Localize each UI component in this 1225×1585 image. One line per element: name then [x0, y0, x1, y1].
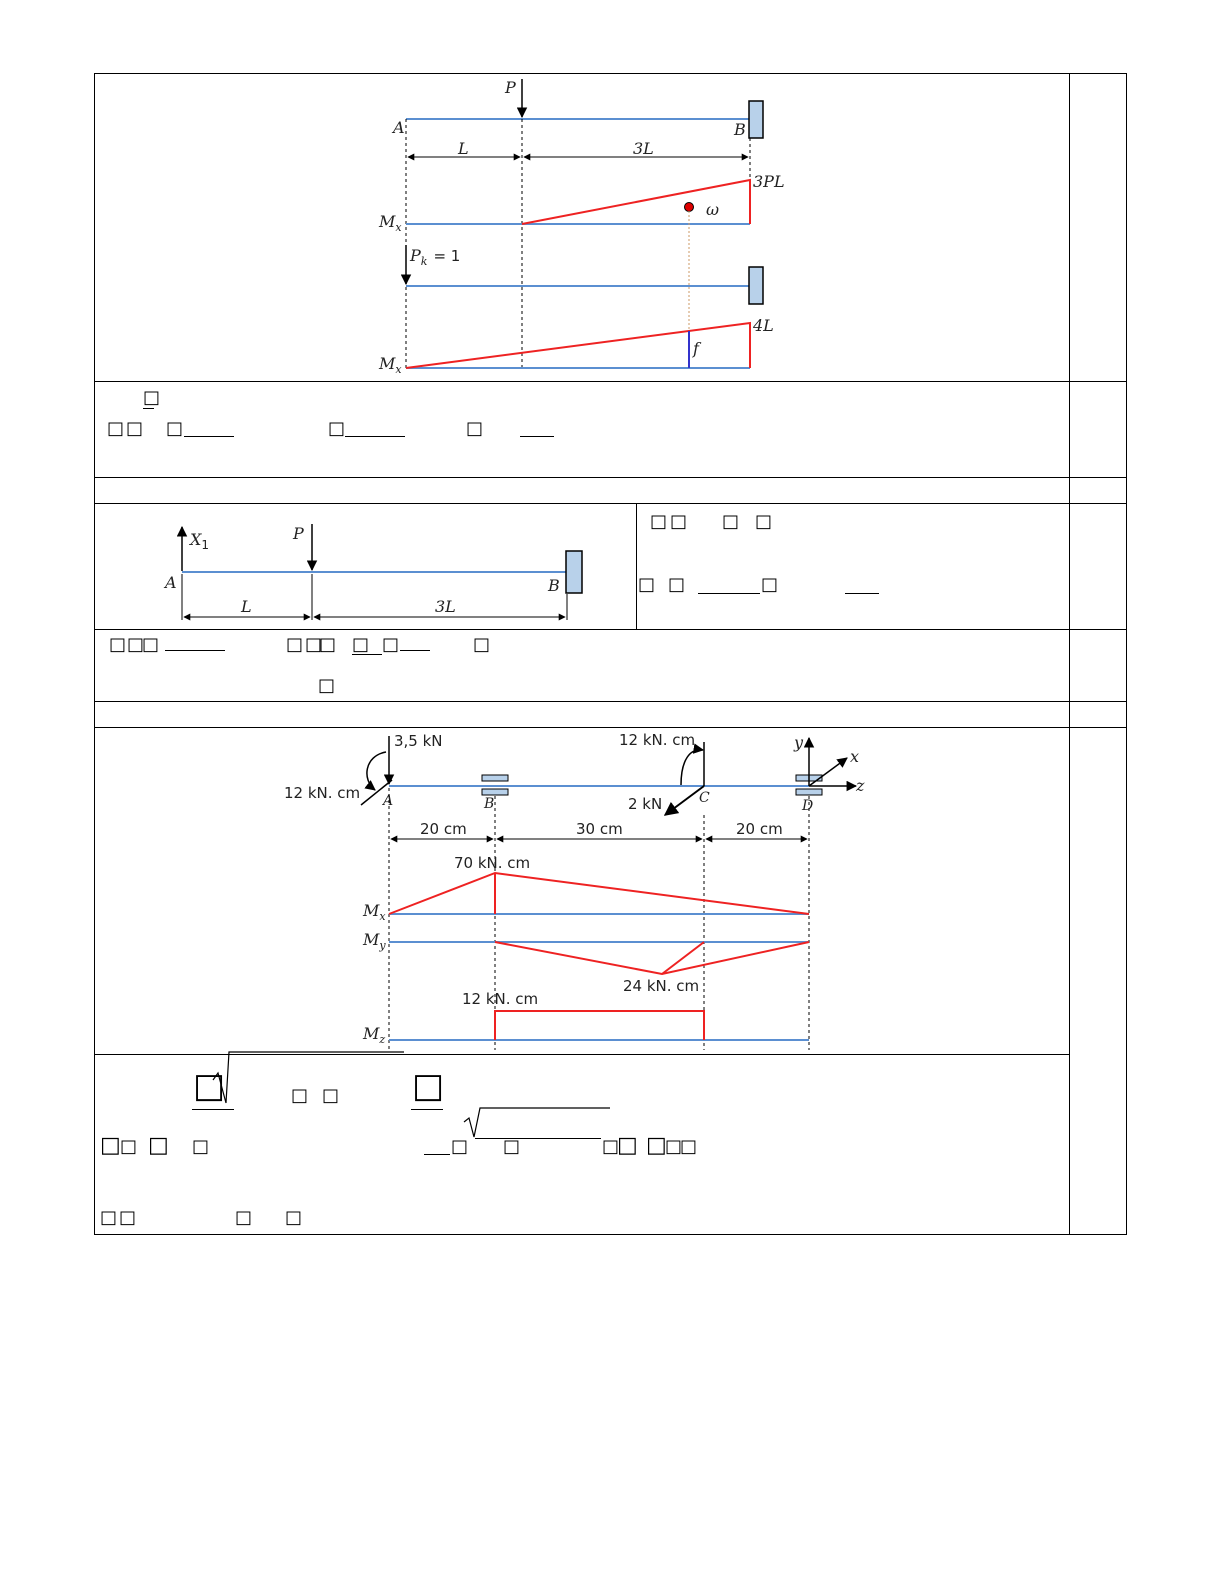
point-c-label-3: C [699, 790, 710, 806]
load-p-label: P [505, 78, 516, 97]
unit-load-label: $P_k = 1$ [410, 246, 461, 268]
glyph: □ [142, 634, 160, 655]
point-b-label-2: B [548, 576, 560, 595]
point-a-label: A [393, 118, 405, 137]
glyph: □ [761, 574, 779, 595]
point-a-label-2: A [165, 573, 177, 592]
moment-a-label: 12 kN. cm [284, 784, 361, 802]
glyph: □ [126, 418, 144, 439]
dim-3c-label: 20 cm [736, 820, 783, 838]
glyph: □ [109, 634, 127, 655]
glyph: □ [722, 511, 740, 532]
glyph: □ [285, 1207, 303, 1228]
glyph: □ [291, 1085, 309, 1106]
glyph: □ [670, 511, 688, 532]
glyph: □ [127, 634, 145, 655]
glyph: □ [646, 1133, 667, 1158]
glyph: □ [305, 634, 323, 655]
glyph: □ [638, 574, 656, 595]
glyph: □ [100, 1133, 121, 1158]
glyph: □ [120, 1136, 138, 1157]
glyph: □ [412, 1066, 445, 1106]
mz3-peak-label: 12 kN. cm [462, 990, 539, 1008]
moment-c-label: 12 kN. cm [619, 731, 696, 749]
glyph: □ [650, 511, 668, 532]
glyph: □ [319, 634, 337, 655]
dim-3a-label: 20 cm [420, 820, 467, 838]
force-c-label: 2 kN [628, 795, 663, 813]
glyph: □ [235, 1207, 253, 1228]
dim-l-label-2: L [241, 597, 252, 616]
load-p-label-2: P [293, 524, 304, 543]
glyph: □ [166, 418, 184, 439]
mx1-peak-label: 3PL [753, 172, 785, 191]
glyph: □ [617, 1133, 638, 1158]
glyph: □ [318, 675, 336, 696]
glyph: □ [107, 418, 125, 439]
mx2-label: $M_x$ [379, 354, 402, 376]
mx2-peak-label: 4L [753, 316, 774, 335]
glyph: □ [668, 574, 686, 595]
dim-3l-label: 3L [633, 139, 654, 158]
my3-label: $M_y$ [363, 930, 386, 952]
force-a-label: 3,5 kN [394, 732, 443, 750]
point-b-label-3: B [484, 796, 495, 812]
glyph: □ [503, 1136, 521, 1157]
glyph: □ [451, 1136, 469, 1157]
glyph: □ [100, 1207, 118, 1228]
omega-label: ω [706, 200, 720, 219]
glyph: □ [193, 1066, 226, 1106]
glyph: □ [473, 634, 491, 655]
mx3-label: $M_x$ [363, 901, 386, 923]
point-a-label-3: A [383, 793, 394, 809]
reaction-x1-label: $X_1$ [190, 530, 210, 552]
my3-peak-label: 24 kN. cm [623, 977, 700, 995]
mx1-label: $M_x$ [379, 212, 402, 234]
glyph: □ [755, 511, 773, 532]
mz3-label: $M_z$ [363, 1024, 386, 1046]
axis-x-label: x [850, 747, 860, 766]
dim-l-label: L [458, 139, 469, 158]
mx3-peak-label: 70 kN. cm [454, 854, 531, 872]
axis-y-label: y [794, 733, 804, 752]
glyph: □ [148, 1133, 169, 1158]
dim-3b-label: 30 cm [576, 820, 623, 838]
glyph: □ [466, 418, 484, 439]
glyph: □ [680, 1136, 698, 1157]
axis-z-label: z [856, 776, 865, 795]
point-d-label-3: D [802, 798, 814, 814]
glyph: □ [352, 634, 370, 655]
dim-3l-label-2: 3L [435, 597, 456, 616]
glyph: □ [328, 418, 346, 439]
glyph: □ [143, 387, 161, 408]
glyph: □ [322, 1085, 340, 1106]
glyph: □ [192, 1136, 210, 1157]
point-b-label: B [734, 120, 746, 139]
f-label: f [693, 339, 699, 358]
glyph: □ [665, 1136, 683, 1157]
glyph: □ [382, 634, 400, 655]
glyph: □ [119, 1207, 137, 1228]
glyph: □ [286, 634, 304, 655]
glyph: □ [602, 1136, 620, 1157]
